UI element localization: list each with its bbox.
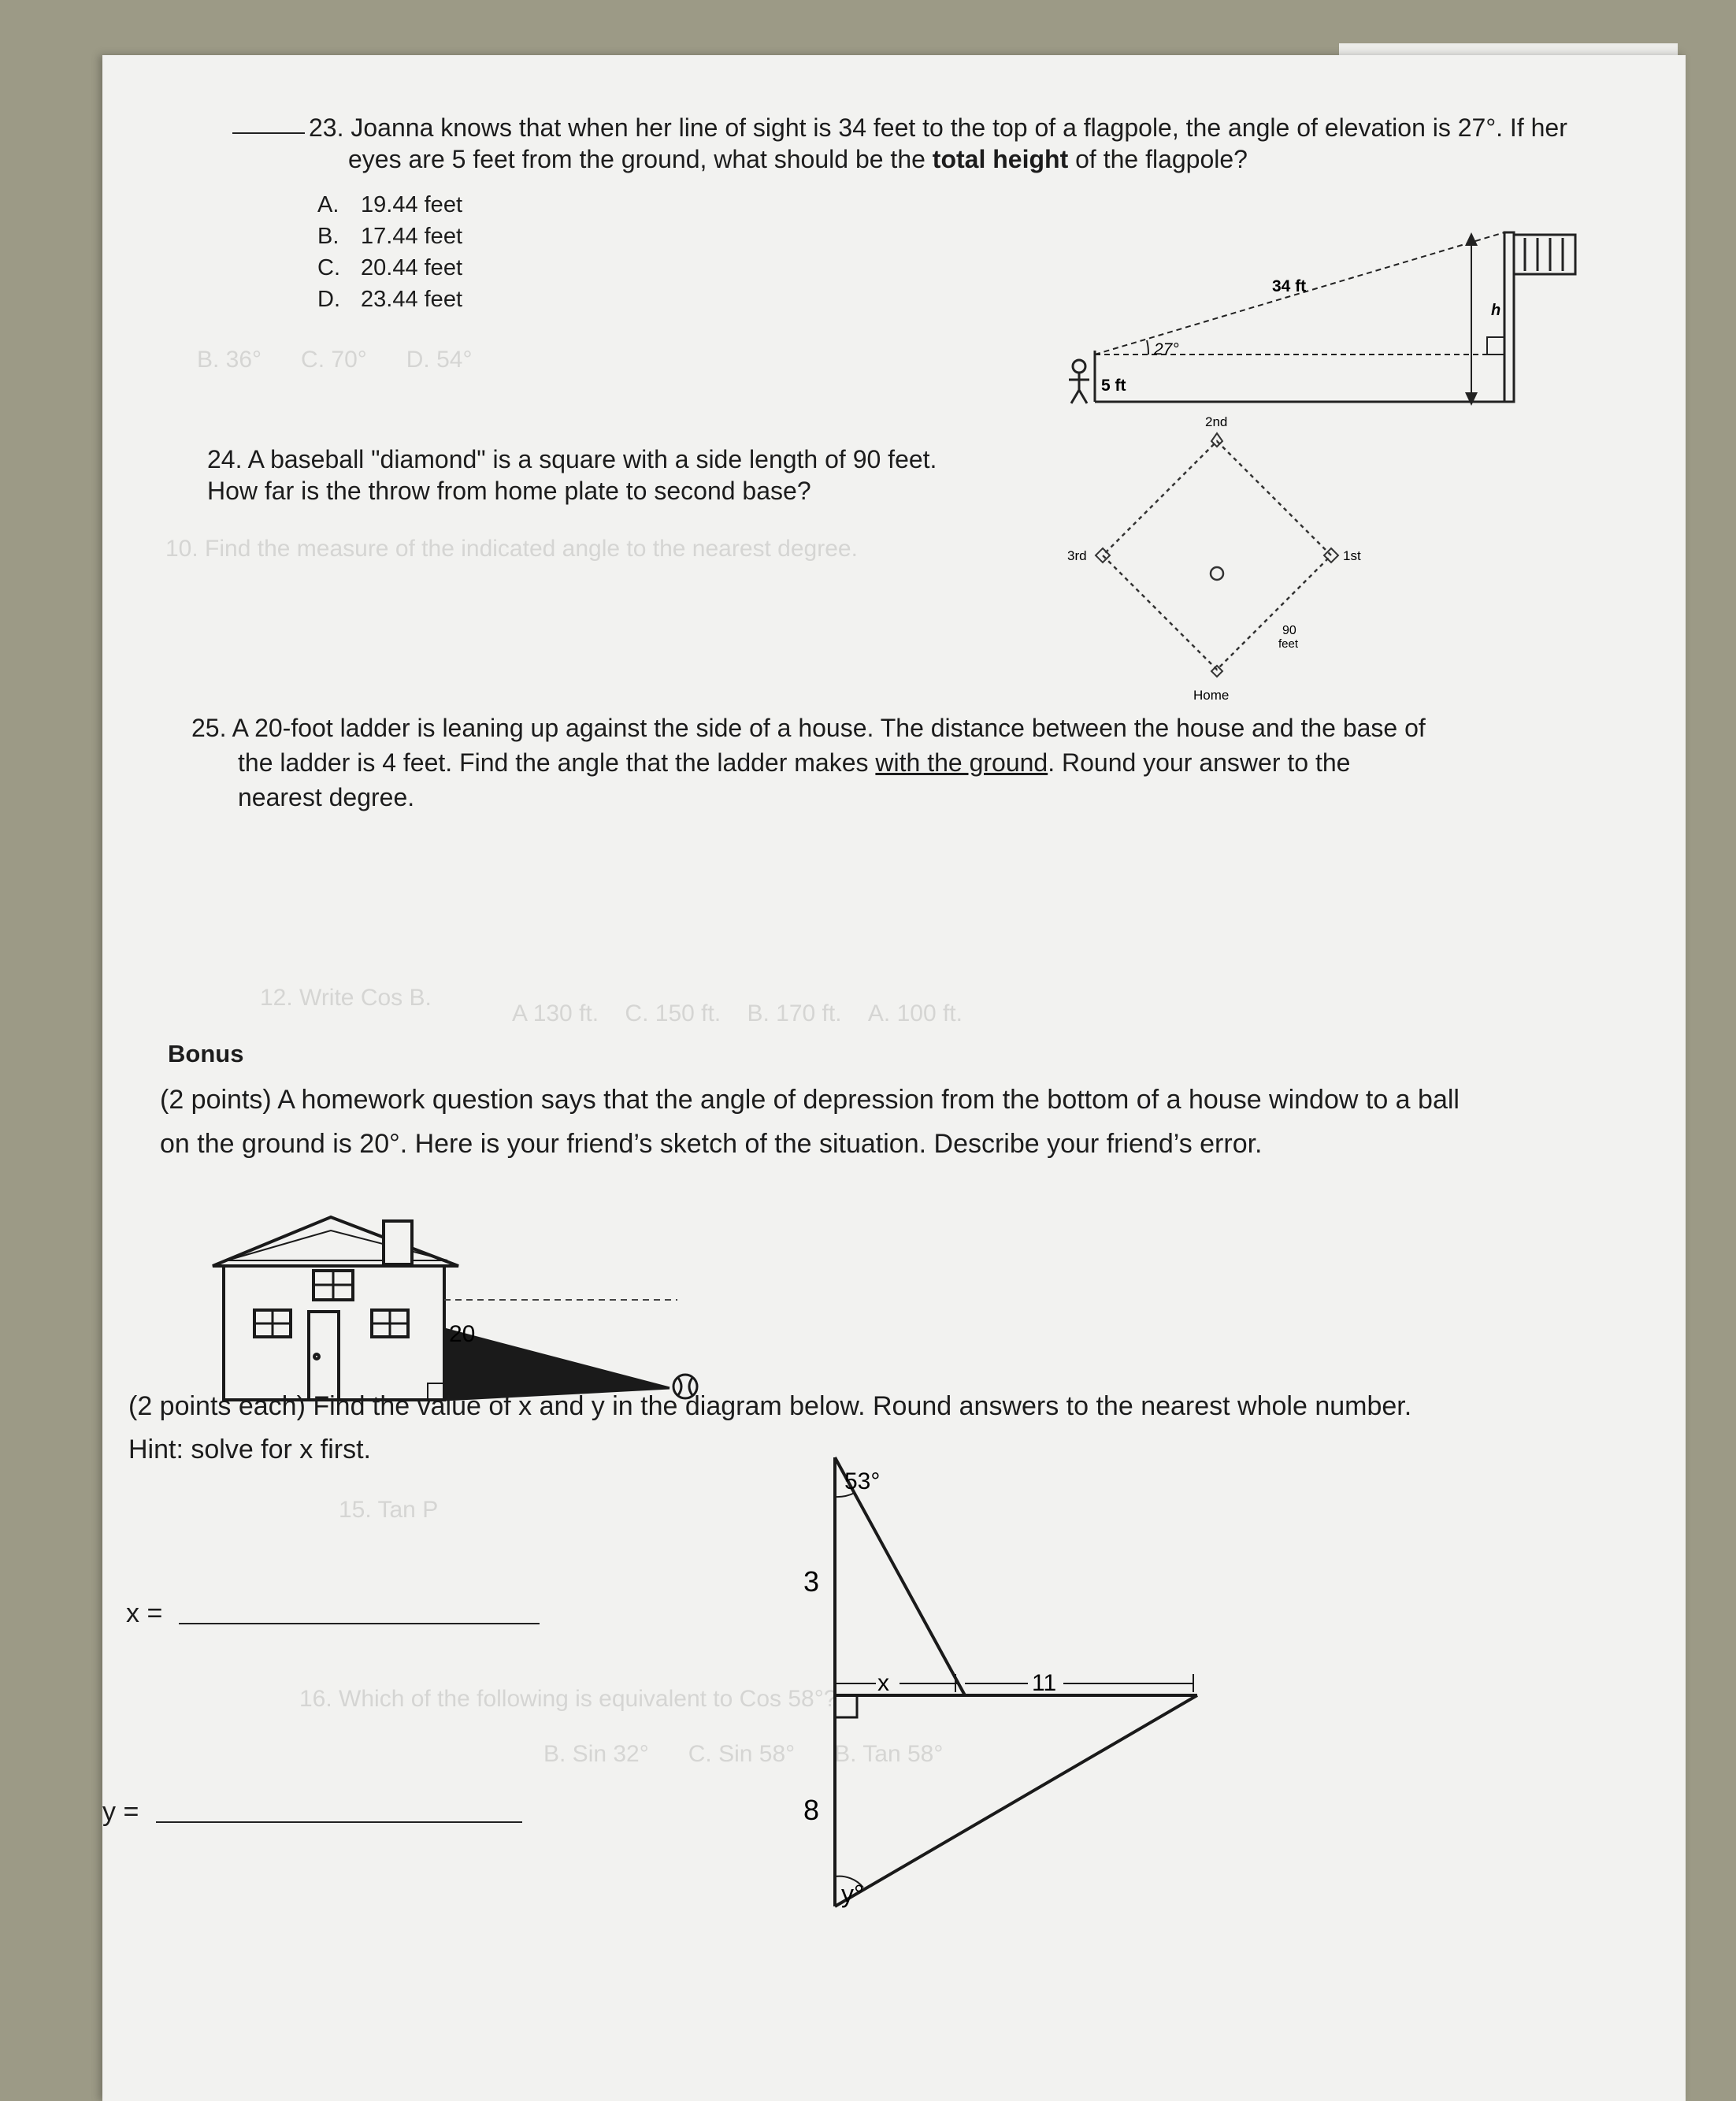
q25-text-line2: the ladder is 4 feet. Find the angle that the ladder makes with the ground. Round your answer to the [238,748,1351,777]
side-unit-label: feet [1278,637,1299,651]
third-base-label: 3rd [1067,548,1087,563]
lower-hypotenuse [835,1695,1197,1906]
q23-text-line1: 23. Joanna knows that when her line of sight is 34 feet to the top of a flagpole, the angle of elevation is 27°. If her [309,113,1567,142]
right-angle-marker [1487,337,1504,354]
bonus-line2: on the ground is 20°. Here is your friend’s sketch of the situation. Describe your friend’s error. [160,1129,1263,1159]
home-label: Home [1193,688,1230,703]
height-label: h [1491,302,1501,319]
y-answer-label: y = [102,1797,139,1827]
xy-triangle-diagram [803,1450,1394,1930]
choice-c[interactable]: C. 20.44 feet [317,255,462,280]
chimney [384,1221,412,1264]
bonus-line1: (2 points) A homework question says that the angle of depression from the bottom of a house window to a ball [160,1085,1460,1115]
q24-text-line2: How far is the throw from home plate to second base? [207,477,811,505]
second-base-label: 2nd [1205,414,1228,429]
elevation-angle-label: 27° [1154,340,1179,358]
choice-b[interactable]: B. 17.44 feet [317,224,462,249]
answer-blank-23[interactable] [232,132,305,134]
choice-a[interactable]: A. 19.44 feet [317,192,462,217]
eye-height-label: 5 ft [1101,377,1126,395]
home-plate-icon [1211,666,1222,677]
flagpole [1504,232,1514,402]
q25-text-line3: nearest degree. [238,783,415,811]
person-icon [1069,360,1089,403]
q24-text-line1: 24. A baseball "diamond" is a square with a side length of 90 feet. [207,445,937,473]
house-sketch-diagram [205,1150,835,1418]
choice-d[interactable]: D. 23.44 feet [317,287,462,312]
length-11-label: 11 [1032,1670,1057,1696]
baseball-diamond-diagram [1067,402,1461,717]
house-roof [213,1217,458,1266]
x-length-label: x [877,1670,889,1696]
pitchers-mound [1211,567,1223,580]
worksheet-page: B. 36° C. 70° D. 54° 10. Find the measure of the indicated angle to the nearest degree. 12. Write Cos B. A 130 ft. C. 150 ft. B. 170 ft. A. 100 ft. 15. Tan P 16. Which of the following is equivalent to Cos 58°? B. Sin 32° C. Sin 58° B. Tan 58° 23. Joanna knows that when her line of sight is 34 feet to the top of a flagpole, the angle of elevation is 27°. If her eyes are 5 feet from the ground, what should be the total height of the flagpole? A. 19.44 feet B. 17.44 feet C. 20.44 feet D. 23.44 feet h 34 ft 27° 5 ft 24. A baseball "diamond" is a square with a side length of 90 feet. How far is the throw from home plate to second base? 2nd 3rd 1st Home 90 feet 25. A 20-foot ladder is leaning up against the side of a house. The distance between the house and the base of the ladder is 4 feet. Find the angle that the ladder makes with the ground. Round your answer to the nearest degree. Bonus (2 points) A homework question says that the angle of depression from the bottom of a house window to a ball on the ground is 20°. Here is your friend’s sketch of the situation. Describe your friend’s error. 20 (2 points each) Find the value of x and y in the diagram below. Round answers to the nearest whole number. Hint: solve for x first. x = y = 53° 3 8 y° x 11 [102,55,1686,2101]
left-lower-length-label: 8 [803,1794,820,1826]
q23-choices [317,189,462,315]
flag-icon [1514,235,1575,274]
xy-question-line1: (2 points each) Find the value of x and y in the diagram below. Round answers to the nearest whole number. [128,1391,1412,1421]
bonus-heading: Bonus [168,1040,244,1067]
right-angle-marker [835,1695,857,1717]
angle-20-label: 20 [449,1321,476,1347]
flagpole-diagram [1055,165,1567,425]
side-value-label: 90 [1282,624,1296,637]
xy-question-line2: Hint: solve for x first. [128,1435,371,1464]
diamond-outline [1103,441,1331,670]
first-base-label: 1st [1343,548,1361,563]
angle-y-label: y° [841,1880,864,1908]
q23-text-line2: eyes are 5 feet from the ground, what should be the total height of the flagpole? [348,145,1248,173]
q25-text-line1: 25. A 20-foot ladder is leaning up against the side of a house. The distance between the house and the base of [191,714,1426,742]
y-answer-blank[interactable] [156,1821,522,1823]
sight-length-label: 34 ft [1272,277,1307,295]
shaded-triangle [444,1329,670,1400]
x-answer-label: x = [126,1598,163,1628]
angle-53-label: 53° [844,1468,881,1494]
left-upper-length-label: 3 [803,1565,820,1598]
x-answer-blank[interactable] [179,1623,540,1624]
